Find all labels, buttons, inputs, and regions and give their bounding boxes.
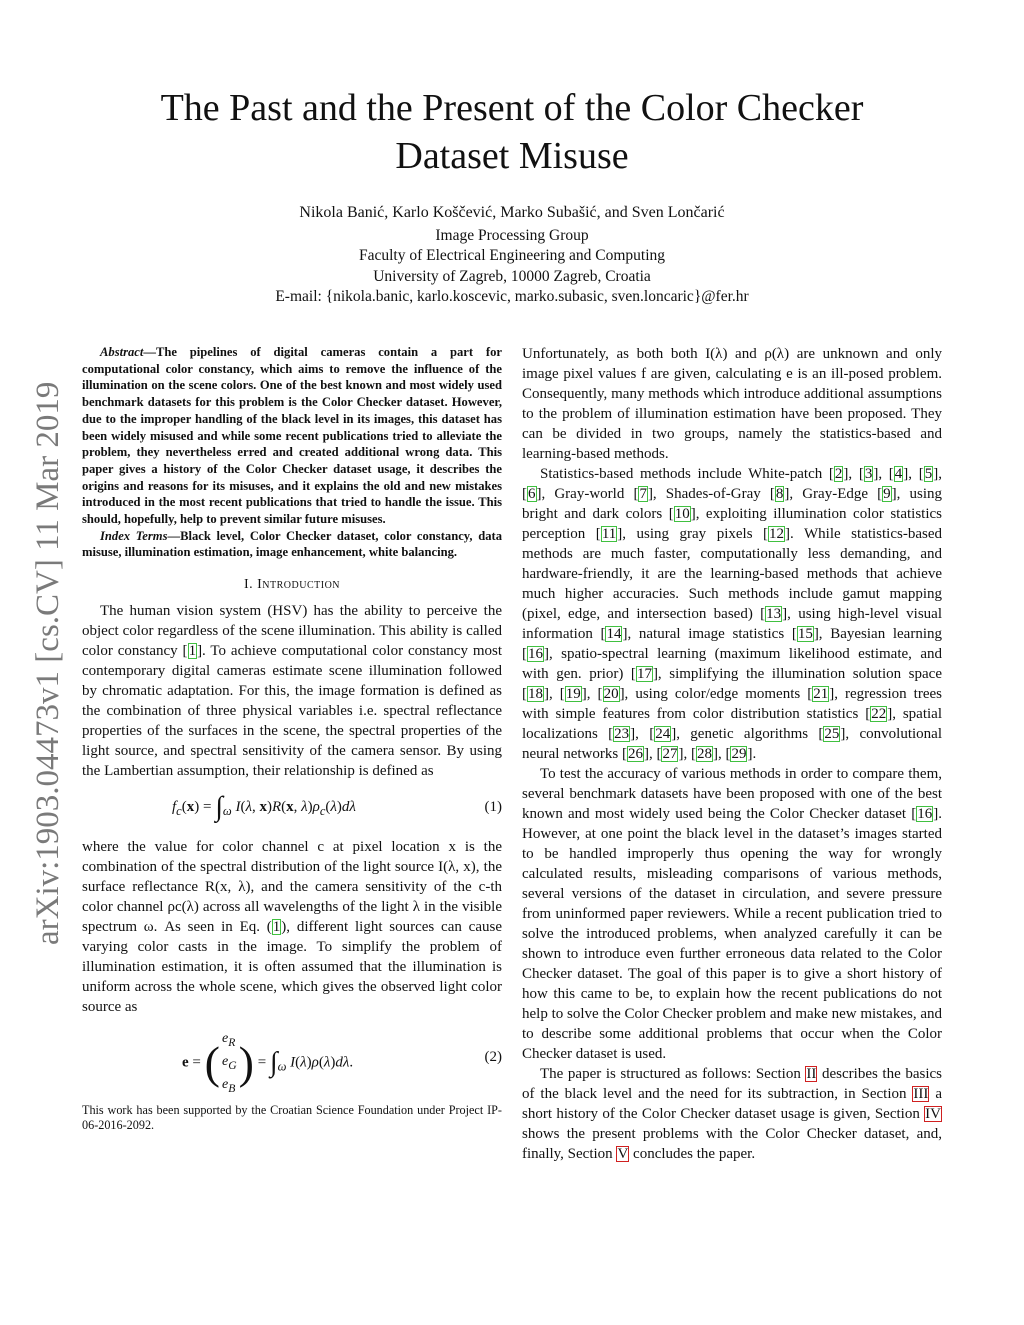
section-link[interactable]: III — [913, 1086, 929, 1102]
right-paragraph-3: To test the accuracy of various methods in order to compare them, several benchmark datasets have been proposed with one of the best known and most widely used being the Color Checker dataset [16]. However, at one point the black level in the dataset’s images started to be handled improperly thus opening the way for wrongly calculated results, misleading comparisons of various methods, several versions of the dataset in circulation, and severe pressure from uninformed paper reviewers. While a recent publication tried to solve the introduced problems, when analyzed carefully it can be shown to introduce even further erroneous data related to the Color Checker dataset. The goal of this paper is to give a short history of how this came to be, to explain how the recent publications do not help to solve the Color Checker problem and make new mistakes, and to describe some additional problems that occur when the Color Checker dataset is used. — [522, 766, 942, 1062]
citation-link[interactable]: 8 — [775, 486, 784, 502]
section-link[interactable]: V — [617, 1146, 629, 1162]
section-title: Introduction — [257, 577, 341, 593]
citation-link[interactable]: 17 — [636, 666, 652, 682]
equation-2 — [82, 1023, 502, 1093]
citation-link[interactable]: 14 — [606, 626, 622, 642]
citation-link[interactable]: 18 — [528, 686, 543, 702]
section-link[interactable]: IV — [925, 1106, 941, 1122]
author-block — [80, 203, 944, 308]
citation-link[interactable]: 10 — [674, 506, 690, 522]
affiliation-faculty: Faculty of Electrical Engineering and Computing — [358, 247, 666, 264]
section-heading-introduction — [82, 575, 502, 595]
right-column — [522, 344, 942, 1164]
index-terms-label: Index Terms — [100, 528, 168, 543]
equation-2-body: e = ( $e_R$ $e_G$ $e_B$ ) = $\int_\omega$ I(λ)ρ(λ)dλ. — [182, 1031, 354, 1095]
equation-link[interactable]: 1 — [272, 919, 281, 936]
citation-link[interactable]: 9 — [883, 486, 891, 502]
equation-1-body: $f_c(x) = \int_\omega$ I(λ, x)R(x, $\lambda)\rho_c(\lambda)d\lambda$ — [172, 791, 356, 823]
funding-footnote: This work has been supported by the Croatian Science Foundation under Project IP-06-2016-2092. — [82, 1103, 502, 1133]
citation-link[interactable]: 2 — [834, 466, 843, 482]
citation-link[interactable]: 16 — [528, 646, 543, 662]
affiliation-group: Image Processing Group — [435, 226, 589, 244]
citation-link[interactable]: 12 — [769, 526, 785, 542]
intro-paragraph-2: where the value for color channel c at pixel location x is the combination of the spectral distribution of the light source I(λ, x), the surface reflectance R(x, λ), and the camera sensitivity of the c-th color channel ρc(λ) across all wavelengths of the light λ in the visible spectrum ω. As seen in Eq. (1), different light sources can cause varying color casts in the image. To simplify the problem of illumination estimation, it is often assumed that the illumination is uniform across the whole scene, which gives the observed light color source as — [82, 839, 502, 1016]
citation-link[interactable]: 20 — [603, 686, 619, 702]
affiliation-email: E-mail: {nikola.banic, karlo.koscevic, marko.subasic, sven.loncaric}@fer.hr — [275, 288, 749, 305]
citation-link[interactable]: 3 — [864, 466, 873, 482]
citation-link[interactable]: 19 — [565, 686, 581, 702]
citation-link[interactable]: 29 — [731, 746, 747, 762]
equation-1 — [82, 787, 502, 831]
paper-title — [80, 84, 944, 180]
citation-link[interactable]: 25 — [824, 726, 840, 742]
citation-link[interactable]: 22 — [871, 706, 887, 722]
right-paragraph-4: The paper is structured as follows: Section II describes the basics of the black level and the need for its subtraction, in Section III a short history of the Color Checker dataset usage is given, Section IV shows the present problems with the Color Checker dataset, and, finally, Section V concludes the paper. — [522, 1066, 942, 1162]
citation-link[interactable]: 24 — [655, 726, 671, 742]
citation-link[interactable]: 11 — [601, 526, 617, 542]
author-names: Nikola Banić, Karlo Koščević, Marko Subašić, and Sven Lončarić — [299, 204, 725, 221]
equation-2-number: (2) — [484, 1049, 502, 1066]
equation-1-number: (1) — [484, 799, 502, 816]
abstract-label: Abstract — [100, 345, 144, 359]
citation-link[interactable]: 7 — [639, 486, 647, 502]
right-paragraph-2: Statistics-based methods include White-patch [2], [3], [4], [5], [6], Gray-world [7], Shades-of-Gray [8], Gray-Edge [9], using bright and dark colors [10], exploiting illumination color statistics perception [11], using gray pixels [12]. While statistics-based methods are much faster, computationally less demanding, and hardware-friendly, it are the learning-based methods that achieve much higher accuracies. Such methods include gamut mapping (pixel, edge, and intersection based) [13], using high-level visual information [14], natural image statistics [15], Bayesian learning [16], spatio-spectral learning (maximum likelihood estimate, and with gen. prior) [17], simplifying the illumination solution space [18], [19], [20], using color/edge moments [21], regression trees with simple features from color distribution statistics [22], spatial localizations [23], [24], genetic algorithms [25], convolutional neural networks [26], [27], [28], [29]. — [522, 466, 943, 762]
index-terms — [82, 528, 502, 561]
citation-link[interactable]: 1 — [188, 643, 197, 660]
affiliation-university: University of Zagreb, 10000 Zagreb, Croatia — [373, 267, 651, 285]
section-number: I. — [243, 577, 254, 593]
title-line-1: The Past and the Present of the Color Checker — [160, 87, 864, 129]
abstract — [82, 344, 502, 528]
citation-link[interactable]: 15 — [797, 626, 813, 642]
arxiv-identifier: arXiv:1903.04473v1 [cs.CV] 11 Mar 2019 — [30, 381, 66, 945]
citation-link[interactable]: 4 — [894, 466, 903, 482]
citation-link[interactable]: 27 — [662, 746, 678, 762]
citation-link[interactable]: 21 — [813, 686, 829, 702]
title-line-2: Dataset Misuse — [395, 135, 629, 177]
section-link[interactable]: II — [806, 1066, 817, 1082]
citation-link[interactable]: 26 — [627, 746, 643, 762]
citation-link[interactable]: 28 — [696, 746, 712, 762]
intro-paragraph-1: The human vision system (HSV) has the ability to perceive the object color regardless of the scene illumination. This ability is called color constancy [1]. To achieve computational color constancy most contemporary digital cameras estimate scene illumination followed by chromatic adaptation. For this, the image formation is defined as the combination of three physical variables i.e. spectral reflectance properties of the surfaces in the scene, the spectral properties of the light source, and spectral sensitivity of the camera sensor. By using the Lambertian assumption, their relationship is defined as — [82, 603, 503, 780]
citation-link[interactable]: 16 — [917, 806, 933, 822]
citation-link[interactable]: 13 — [766, 606, 782, 622]
right-paragraph-1: Unfortunately, as both both I(λ) and ρ(λ) are unknown and only image pixel values f are given, calculating e is an ill-posed problem. Consequently, many methods which introduce additional assumptions to the problem of illumination estimation have been proposed. They can be divided in two groups, namely the statistics-based and learning-based methods. — [522, 346, 942, 462]
left-column — [82, 344, 502, 1133]
abstract-text: —The pipelines of digital cameras contain a part for computational color constancy, which aims to remove the influence of the illumination on the scene colors. One of the best known and most widely used benchmark datasets for this problem is the Color Checker dataset. However, due to the improper handling of the black level in its images, this dataset has been widely misused and while some recent publications tried to alleviate the problem, they nevertheless erred and created additional wrong data. This paper gives a history of the Color Checker dataset usage, it describes the origins and reasons for its misuses, and it explains the old and new mistakes introduced in the most recent publications that tried to handle the issue. This should, hopefully, help to prevent similar future misuses. — [82, 345, 502, 527]
citation-link[interactable]: 5 — [924, 466, 933, 482]
citation-link[interactable]: 23 — [614, 726, 630, 742]
index-terms-text: —Black level, Color Checker dataset, color constancy, data misuse, illumination estimation, image enhancement, white balancing. — [82, 528, 502, 560]
citation-link[interactable]: 6 — [528, 486, 536, 502]
